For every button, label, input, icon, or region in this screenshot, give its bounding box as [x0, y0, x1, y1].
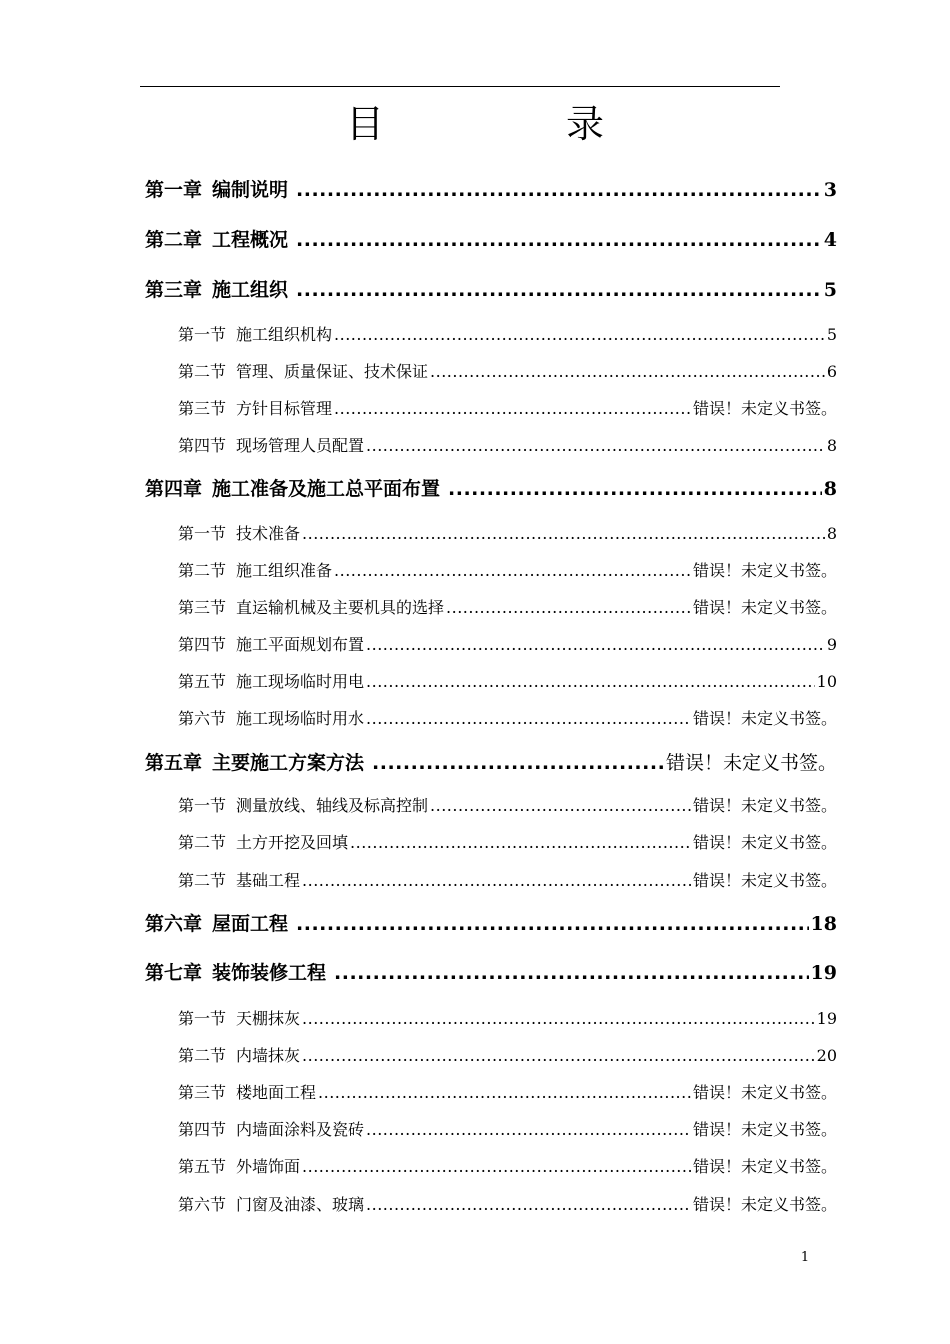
- toc-entry-page: 19: [810, 962, 837, 984]
- toc-entry-title: 管理、质量保证、技术保证: [236, 362, 429, 381]
- toc-entry-page: 错误！未定义书签。: [692, 561, 837, 580]
- toc-entry-page: 8: [823, 478, 837, 500]
- toc-entry-number: 第二节: [178, 1046, 227, 1065]
- dot-leader: [372, 752, 664, 774]
- toc-entry-number: 第一节: [178, 524, 227, 543]
- toc-entry-title: 楼地面工程: [236, 1083, 317, 1102]
- toc-entry-number: 第三节: [178, 598, 227, 617]
- toc-entry-title: 施工现场临时用水: [236, 709, 365, 728]
- toc-entry-page: 19: [816, 1009, 837, 1028]
- toc-entry-title: 屋面工程: [212, 913, 289, 935]
- toc-entry-title: 施工现场临时用电: [236, 672, 365, 691]
- toc-entry-label: [145, 909, 288, 936]
- dot-leader: [334, 561, 691, 580]
- dot-leader: [366, 635, 825, 654]
- toc-entry-label: [178, 830, 348, 853]
- dot-leader: [430, 796, 691, 815]
- toc-entry-label: [145, 474, 440, 501]
- toc-entry-page: 4: [823, 229, 837, 251]
- toc-entry[interactable]: [178, 1080, 837, 1103]
- toc-entry[interactable]: [178, 793, 837, 816]
- toc-entry-page: 5: [823, 279, 837, 301]
- toc-entry-page: 错误！未定义书签。: [692, 598, 837, 617]
- toc-entry-label: [178, 433, 364, 456]
- toc-entry[interactable]: [178, 830, 837, 853]
- toc-entry-title: 测量放线、轴线及标高控制: [236, 796, 429, 815]
- dot-leader: [448, 478, 822, 500]
- toc-entry-page: 3: [823, 179, 837, 201]
- toc-entry[interactable]: [178, 433, 837, 456]
- toc-entry-title: 技术准备: [236, 524, 301, 543]
- dot-leader: [302, 524, 825, 543]
- toc-entry-label: [145, 175, 288, 202]
- dot-leader: [350, 833, 691, 852]
- toc-entry-number: 第一章: [145, 179, 203, 201]
- toc-entry-number: 第三节: [178, 399, 227, 418]
- toc-entry[interactable]: [145, 958, 837, 985]
- toc-entry-page: 错误！未定义书签。: [692, 1195, 837, 1214]
- toc-entry-label: [178, 868, 300, 891]
- toc-entry-number: 第二节: [178, 871, 227, 890]
- toc-entry-number: 第三节: [178, 1083, 227, 1102]
- toc-entry-page: 错误！未定义书签。: [692, 1157, 837, 1176]
- dot-leader: [296, 229, 822, 251]
- toc-entry-label: [178, 322, 332, 345]
- toc-entry-title: 内墙面涂料及瓷砖: [236, 1120, 365, 1139]
- toc-entry-label: [178, 396, 332, 419]
- toc-entry-title: 装饰装修工程: [212, 962, 327, 984]
- toc-entry-page: 6: [826, 362, 837, 381]
- toc-entry-label: [178, 1006, 300, 1029]
- toc-entry[interactable]: [178, 595, 837, 618]
- toc-entry-label: [178, 1043, 300, 1066]
- toc-entry-label: [178, 669, 364, 692]
- dot-leader: [318, 1083, 691, 1102]
- toc-entry[interactable]: [178, 558, 837, 581]
- dot-leader: [366, 1120, 691, 1139]
- toc-entry[interactable]: [178, 1154, 837, 1177]
- toc-entry[interactable]: [178, 706, 837, 729]
- toc-entry[interactable]: [145, 748, 837, 775]
- toc-entry[interactable]: [178, 1043, 837, 1066]
- toc-entry-page: 错误！未定义书签。: [665, 752, 837, 774]
- toc-entry-label: [178, 706, 364, 729]
- dot-leader: [296, 179, 822, 201]
- toc-title: 目 录: [345, 102, 676, 146]
- header-rule: [140, 86, 780, 87]
- toc-entry[interactable]: [178, 1117, 837, 1140]
- toc-entry-label: [178, 595, 444, 618]
- toc-entry-title: 施工组织机构: [236, 325, 333, 344]
- toc-entry-page: 错误！未定义书签。: [692, 1120, 837, 1139]
- dot-leader: [366, 1195, 691, 1214]
- toc-entry-page: 20: [816, 1046, 837, 1065]
- toc-entry-title: 基础工程: [236, 871, 301, 890]
- toc-entry-page: 错误！未定义书签。: [692, 871, 837, 890]
- dot-leader: [366, 709, 691, 728]
- toc-entry-title: 内墙抹灰: [236, 1046, 301, 1065]
- dot-leader: [334, 325, 825, 344]
- toc-entry-number: 第五章: [145, 752, 203, 774]
- toc-entry[interactable]: [145, 275, 837, 302]
- toc-entry-label: [178, 521, 300, 544]
- dot-leader: [302, 871, 691, 890]
- toc-entry-number: 第四节: [178, 1120, 227, 1139]
- toc-entry-label: [178, 1192, 364, 1215]
- toc-entry-page: 8: [826, 524, 837, 543]
- footer-page-number: 1: [800, 1250, 810, 1265]
- dot-leader: [302, 1009, 815, 1028]
- toc-entry-number: 第六节: [178, 1195, 227, 1214]
- toc-entry[interactable]: [178, 521, 837, 544]
- dot-leader: [334, 399, 691, 418]
- toc-entry[interactable]: [178, 632, 837, 655]
- toc-entry-page: 错误！未定义书签。: [692, 399, 837, 418]
- dot-leader: [366, 672, 815, 691]
- toc-entry-page: 错误！未定义书签。: [692, 709, 837, 728]
- toc-entry-page: 8: [826, 436, 837, 455]
- toc-entry-label: [145, 958, 326, 985]
- toc-entry[interactable]: [178, 1006, 837, 1029]
- toc-entry-page: 9: [826, 635, 837, 654]
- toc-entry-page: 10: [816, 672, 837, 691]
- toc-entry-number: 第四节: [178, 436, 227, 455]
- toc-entry-page: 错误！未定义书签。: [692, 796, 837, 815]
- toc-entry-number: 第六节: [178, 709, 227, 728]
- toc-entry-title: 施工组织准备: [236, 561, 333, 580]
- dot-leader: [446, 598, 691, 617]
- toc-entry-label: [145, 275, 288, 302]
- toc-entry-label: [178, 558, 332, 581]
- toc-entry-title: 施工平面规划布置: [236, 635, 365, 654]
- toc-entry-label: [178, 1117, 364, 1140]
- toc-entry[interactable]: [145, 225, 837, 252]
- toc-entry[interactable]: [178, 1192, 837, 1215]
- toc-entry-title: 现场管理人员配置: [236, 436, 365, 455]
- toc-entry-number: 第二节: [178, 362, 227, 381]
- toc-entry[interactable]: [145, 474, 837, 501]
- toc-entry-number: 第一节: [178, 796, 227, 815]
- dot-leader: [296, 279, 822, 301]
- toc-entry-title: 直运输机械及主要机具的选择: [236, 598, 445, 617]
- toc-entry-page: 错误！未定义书签。: [692, 833, 837, 852]
- toc-entry-page: 5: [826, 325, 837, 344]
- toc-entry-page: 18: [810, 913, 837, 935]
- dot-leader: [430, 362, 825, 381]
- toc-entry-number: 第二节: [178, 561, 227, 580]
- toc-entry-number: 第一节: [178, 325, 227, 344]
- toc-entry-title: 主要施工方案方法: [212, 752, 365, 774]
- toc-entry-title: 施工准备及施工总平面布置: [212, 478, 441, 500]
- toc-entry-number: 第四节: [178, 635, 227, 654]
- toc-entry-number: 第七章: [145, 962, 203, 984]
- toc-entry-number: 第一节: [178, 1009, 227, 1028]
- toc-entry-title: 天棚抹灰: [236, 1009, 301, 1028]
- toc-entry-label: [178, 1080, 316, 1103]
- toc-entry-number: 第四章: [145, 478, 203, 500]
- toc-entry-number: 第三章: [145, 279, 203, 301]
- toc-entry-title: 门窗及油漆、玻璃: [236, 1195, 365, 1214]
- dot-leader: [302, 1157, 691, 1176]
- toc-entry-title: 土方开挖及回填: [236, 833, 349, 852]
- toc-entry[interactable]: [145, 175, 837, 202]
- dot-leader: [302, 1046, 815, 1065]
- toc-entry[interactable]: [178, 396, 837, 419]
- toc-entry-title: 外墙饰面: [236, 1157, 301, 1176]
- toc-entry-label: [178, 793, 428, 816]
- toc-entry-label: [178, 632, 364, 655]
- dot-leader: [366, 436, 825, 455]
- dot-leader: [296, 913, 809, 935]
- toc-entry[interactable]: [145, 909, 837, 936]
- toc-entry-title: 工程概况: [212, 229, 289, 251]
- toc-entry[interactable]: [178, 868, 837, 891]
- toc-entry-title: 编制说明: [212, 179, 289, 201]
- toc-entry-title: 施工组织: [212, 279, 289, 301]
- toc-entry[interactable]: [178, 322, 837, 345]
- toc-entry-number: 第五节: [178, 1157, 227, 1176]
- dot-leader: [334, 962, 809, 984]
- toc-entry-number: 第五节: [178, 672, 227, 691]
- toc-entry[interactable]: [178, 669, 837, 692]
- toc-entry-page: 错误！未定义书签。: [692, 1083, 837, 1102]
- toc-entry-number: 第二节: [178, 833, 227, 852]
- toc-entry-label: [145, 748, 364, 775]
- toc-entry-number: 第二章: [145, 229, 203, 251]
- toc-entry-label: [178, 359, 428, 382]
- toc-entry-label: [145, 225, 288, 252]
- toc-entry-title: 方针目标管理: [236, 399, 333, 418]
- toc-entry[interactable]: [178, 359, 837, 382]
- toc-entry-number: 第六章: [145, 913, 203, 935]
- toc-entry-label: [178, 1154, 300, 1177]
